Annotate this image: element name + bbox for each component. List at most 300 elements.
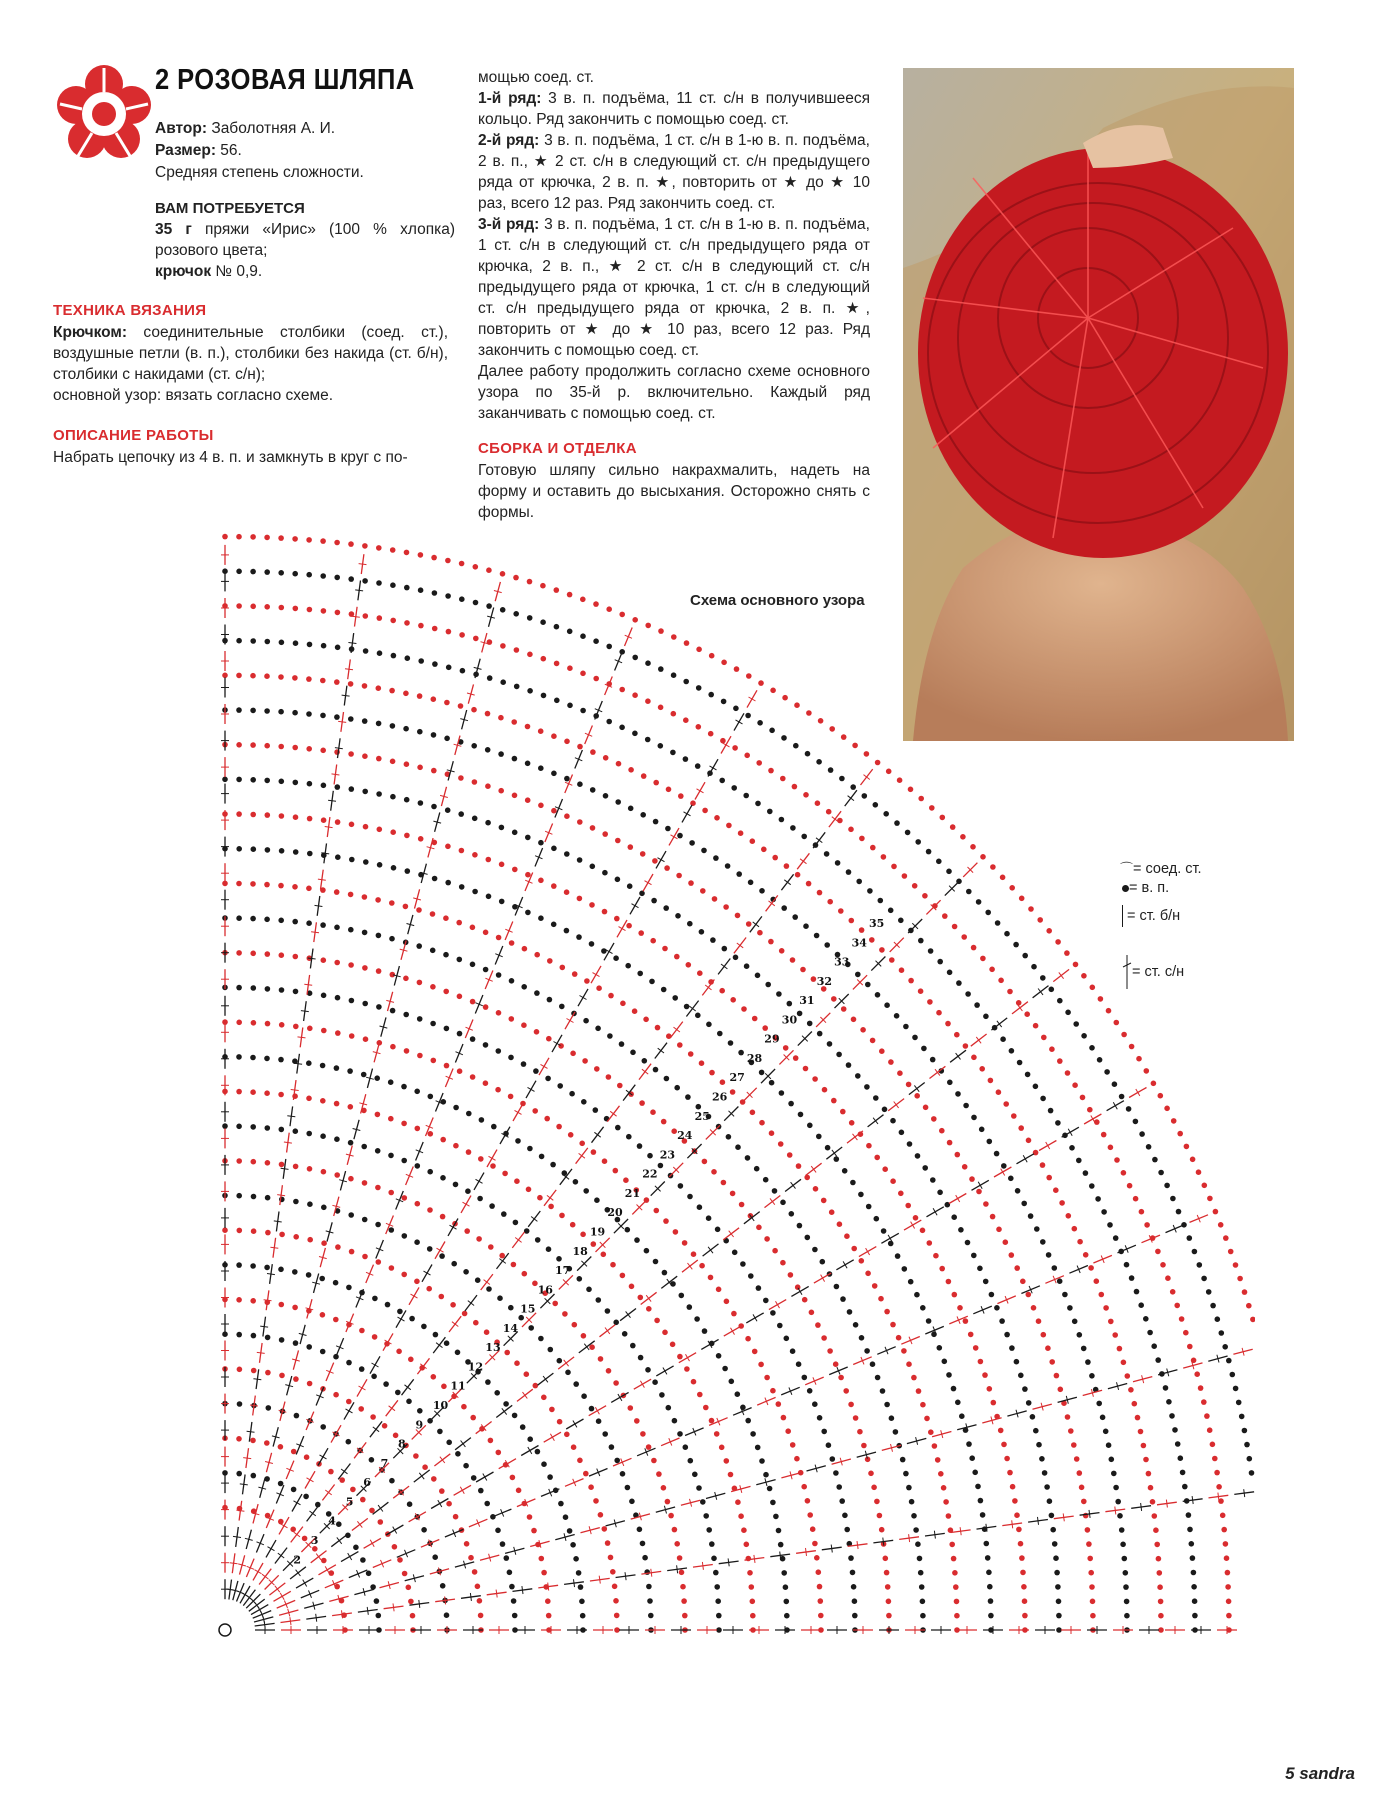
chain-dot xyxy=(250,673,256,679)
chain-dot xyxy=(362,1180,368,1186)
stitch-bar xyxy=(651,1569,652,1577)
stitch-bar xyxy=(367,1607,368,1615)
row-number: 33 xyxy=(834,955,850,969)
chain-dot xyxy=(1066,1213,1072,1219)
chain-dot xyxy=(1216,1484,1222,1490)
chain-dot xyxy=(672,995,678,1001)
stitch-bar xyxy=(335,748,343,749)
chain-dot xyxy=(606,1074,612,1080)
chain-dot xyxy=(1184,1144,1190,1150)
chain-dot xyxy=(265,1370,271,1376)
chain-dot xyxy=(279,779,285,785)
chain-dot xyxy=(674,954,680,960)
chain-dot xyxy=(1083,1170,1089,1176)
chain-dot xyxy=(564,928,570,934)
chain-dot xyxy=(404,761,410,767)
chain-dot xyxy=(1155,1249,1161,1255)
chain-dot xyxy=(1230,1372,1236,1378)
chain-dot xyxy=(465,1188,471,1194)
chain-dot xyxy=(908,787,914,793)
chain-dot xyxy=(350,1487,356,1493)
chain-dot xyxy=(674,1541,680,1547)
chain-dot xyxy=(407,1501,413,1507)
stitch-bar xyxy=(729,1231,734,1237)
chain-dot xyxy=(417,1016,423,1022)
chain-dot xyxy=(485,711,491,717)
chain-dot xyxy=(781,905,787,911)
chain-dot xyxy=(940,815,946,821)
chain-dot xyxy=(520,1101,526,1107)
chain-dot xyxy=(833,1470,839,1476)
chain-dot xyxy=(985,1555,991,1561)
chain-dot xyxy=(348,716,354,722)
chain-dot xyxy=(401,1272,407,1278)
chain-dot xyxy=(390,759,396,765)
chain-dot xyxy=(1158,1613,1164,1619)
chain-dot xyxy=(321,1028,327,1034)
chain-dot xyxy=(1057,998,1063,1004)
chain-dot xyxy=(372,1334,378,1340)
chain-dot xyxy=(307,607,313,613)
chain-dot xyxy=(1015,1188,1021,1194)
chain-dot xyxy=(390,829,396,835)
chain-dot xyxy=(594,1197,600,1203)
chain-dot xyxy=(666,1405,672,1411)
chain-dot xyxy=(1049,987,1055,993)
chain-dot xyxy=(675,913,681,919)
chain-dot xyxy=(918,1570,924,1576)
chain-dot xyxy=(222,534,228,540)
chain-dot xyxy=(307,816,313,822)
chain-dot xyxy=(591,1241,597,1247)
chain-dot xyxy=(1072,1226,1078,1232)
stitch-bar xyxy=(595,1407,599,1414)
legend-dc-text: = ст. с/н xyxy=(1132,963,1185,980)
chain-dot xyxy=(939,1128,945,1134)
chain-dot xyxy=(802,1297,808,1303)
chain-dot xyxy=(908,978,914,984)
chain-dot xyxy=(250,569,256,575)
continue-text: Далее работу продолжить согласно схеме основного узора по 35-й р. включительно. Каждый ряд заканчивать с помощью соед. ст. xyxy=(478,363,870,422)
stitch-bar xyxy=(753,922,759,927)
chain-dot xyxy=(539,1154,545,1160)
stitch-bar xyxy=(997,1021,1002,1027)
chain-dot xyxy=(670,1342,676,1348)
chain-dot xyxy=(996,1227,1002,1233)
chain-dot xyxy=(893,1429,899,1435)
chain-dot xyxy=(1133,1119,1139,1125)
chain-dot xyxy=(602,909,608,915)
chain-dot xyxy=(1218,1222,1224,1228)
chain-dot xyxy=(994,1305,1000,1311)
chain-dot xyxy=(477,1598,483,1604)
chain-dot xyxy=(236,1262,242,1268)
chain-dot xyxy=(1004,1332,1010,1338)
flower-icon xyxy=(52,62,156,166)
chain-dot xyxy=(619,725,625,731)
chain-dot xyxy=(788,1101,794,1107)
chain-dot xyxy=(279,1373,285,1379)
chain-dot xyxy=(486,857,492,863)
chain-dot xyxy=(334,1101,340,1107)
chain-dot xyxy=(712,896,718,902)
chain-dot xyxy=(684,1004,690,1010)
chain-dot xyxy=(534,990,540,996)
chain-dot xyxy=(916,1388,922,1394)
chain-dot xyxy=(1090,985,1096,991)
chain-dot xyxy=(464,1541,470,1547)
chain-dot xyxy=(1009,1345,1015,1351)
chain-dot xyxy=(779,817,785,823)
chain-dot xyxy=(886,1613,892,1619)
center-ring xyxy=(219,1624,231,1636)
chain-dot xyxy=(816,1134,822,1140)
chain-dot xyxy=(782,695,788,701)
chain-dot xyxy=(1057,1278,1063,1284)
chain-dot xyxy=(421,1527,427,1533)
chain-dot xyxy=(361,1072,367,1078)
chain-dot xyxy=(545,1076,551,1082)
chain-dot xyxy=(388,1190,394,1196)
chain-dot xyxy=(472,816,478,822)
stitch-bar xyxy=(873,1118,878,1124)
chain-dot xyxy=(321,817,327,823)
chain-dot xyxy=(348,1104,354,1110)
chain-dot xyxy=(971,945,977,951)
chain-dot xyxy=(1179,1316,1185,1322)
chain-dot xyxy=(745,713,751,719)
chain-dot xyxy=(279,952,285,958)
chain-dot xyxy=(418,587,424,593)
chain-dot xyxy=(886,769,892,775)
chain-dot xyxy=(628,844,634,850)
chain-dot xyxy=(502,1171,508,1177)
chain-dot xyxy=(459,884,465,890)
chain-dot xyxy=(441,1099,447,1105)
chain-dot xyxy=(320,1133,326,1139)
chain-dot xyxy=(593,676,599,682)
chain-dot xyxy=(1028,906,1034,912)
chain-dot xyxy=(569,1091,575,1097)
chain-dot xyxy=(1026,1138,1032,1144)
chain-dot xyxy=(1233,1386,1239,1392)
chain-dot xyxy=(1089,1373,1095,1379)
chain-dot xyxy=(952,1570,958,1576)
chain-dot xyxy=(293,1199,299,1205)
chain-dot xyxy=(362,894,368,900)
stitch-bar xyxy=(573,1421,577,1428)
chain-dot xyxy=(812,1247,818,1253)
chain-dot xyxy=(909,1499,915,1505)
chain-dot xyxy=(432,876,438,882)
chain-dot xyxy=(726,823,732,829)
chain-dot xyxy=(1121,1170,1127,1176)
chain-dot xyxy=(1018,1541,1024,1547)
chain-dot xyxy=(359,1366,365,1372)
stitch-bar xyxy=(320,1455,327,1459)
chain-dot xyxy=(638,1355,644,1361)
chain-dot xyxy=(829,726,835,732)
chain-dot xyxy=(401,1158,407,1164)
chain-dot xyxy=(978,1359,984,1365)
chain-dot xyxy=(453,1514,459,1520)
size-label: Размер: xyxy=(155,142,216,159)
chain-dot xyxy=(392,1544,398,1550)
chain-dot xyxy=(334,960,340,966)
stitch-bar xyxy=(502,1408,507,1414)
chain-dot xyxy=(526,1187,532,1193)
chain-dot xyxy=(550,1162,556,1168)
chain-dot xyxy=(862,793,868,799)
page-title: 2 РОЗОВАЯ ШЛЯПА xyxy=(155,64,415,96)
chain-dot xyxy=(1210,1442,1216,1448)
chain-dot xyxy=(430,1021,436,1027)
chain-dot xyxy=(965,1240,971,1246)
chain-dot xyxy=(1049,1513,1055,1519)
chain-dot xyxy=(1046,1175,1052,1181)
chain-dot xyxy=(756,760,762,766)
chain-dot xyxy=(320,748,326,754)
chain-dot xyxy=(486,603,492,609)
row-number: 22 xyxy=(642,1167,658,1181)
chain-dot xyxy=(265,1195,271,1201)
chain-dot xyxy=(293,1376,299,1382)
technique-hook-text: соединительные столбики (соед. ст.), воздушные петли (в. п.), столбики без накида (ст. б/н), столбики с накидами (ст. с/н); xyxy=(53,324,448,383)
chain-dot xyxy=(605,1540,611,1546)
chain-dot xyxy=(455,1350,461,1356)
stitch-bar xyxy=(515,1110,522,1114)
stitch-bar xyxy=(658,858,665,862)
chain-dot xyxy=(385,1302,391,1308)
stitch-bar xyxy=(684,812,691,816)
stitch-bar xyxy=(689,1006,695,1011)
chain-dot xyxy=(952,924,958,930)
chain-dot xyxy=(752,1349,758,1355)
chain-dot xyxy=(878,1296,884,1302)
chain-dot xyxy=(699,1060,705,1066)
chain-dot xyxy=(307,642,313,648)
chain-dot xyxy=(615,877,621,883)
chain-dot xyxy=(376,685,382,691)
chain-dot xyxy=(293,1024,299,1030)
stitch-bar xyxy=(697,789,704,793)
chain-dot xyxy=(1017,1060,1023,1066)
chain-dot xyxy=(1143,1457,1149,1463)
chain-dot xyxy=(445,880,451,886)
chain-dot xyxy=(371,1374,377,1380)
chain-dot xyxy=(807,1388,813,1394)
chain-dot xyxy=(483,1004,489,1010)
chain-dot xyxy=(836,1484,842,1490)
chain-dot xyxy=(361,1144,367,1150)
row-number: 27 xyxy=(729,1071,745,1085)
chain-dot xyxy=(572,971,578,977)
chain-dot xyxy=(811,976,817,982)
chain-dot xyxy=(816,1569,822,1575)
chain-dot xyxy=(541,693,547,699)
chain-dot xyxy=(414,1279,420,1285)
stitch-bar xyxy=(496,1590,497,1598)
chain-dot xyxy=(777,1323,783,1329)
chain-dot xyxy=(1155,1357,1161,1363)
chain-dot xyxy=(577,1458,583,1464)
assembly-heading: СБОРКА И ОТДЕЛКА xyxy=(478,440,637,457)
chain-dot xyxy=(1009,885,1015,891)
stitch-bar xyxy=(1046,1142,1050,1149)
chain-dot xyxy=(1152,1157,1158,1163)
chain-dot xyxy=(1114,1157,1120,1163)
chain-dot xyxy=(980,1512,986,1518)
chain-dot xyxy=(783,1584,789,1590)
chain-dot xyxy=(1001,1163,1007,1169)
chain-dot xyxy=(721,1180,727,1186)
materials-heading: ВАМ ПОТРЕБУЕТСЯ xyxy=(155,200,305,217)
chain-dot xyxy=(1122,1556,1128,1562)
chain-dot xyxy=(475,1277,481,1283)
chain-dot xyxy=(608,1555,614,1561)
stitch-bar xyxy=(593,973,600,977)
chain-dot xyxy=(744,753,750,759)
stitch-bar xyxy=(275,1586,280,1592)
stitch-bar xyxy=(599,1576,600,1584)
chain-dot xyxy=(1152,1513,1158,1519)
chain-dot xyxy=(954,1032,960,1038)
chain-dot xyxy=(348,1176,354,1182)
chain-dot xyxy=(471,707,477,713)
chain-dot xyxy=(1124,1613,1130,1619)
chain-dot xyxy=(580,1232,586,1238)
chain-dot xyxy=(349,998,355,1004)
chain-dot xyxy=(404,585,410,591)
chain-dot xyxy=(478,1156,484,1162)
chain-dot xyxy=(755,801,761,807)
chain-dot xyxy=(546,1246,552,1252)
chain-dot xyxy=(971,1115,977,1121)
chain-dot xyxy=(236,638,242,644)
stitch-bar xyxy=(315,905,323,906)
chain-dot xyxy=(251,1473,257,1479)
chain-dot xyxy=(290,1527,296,1533)
chain-dot xyxy=(721,660,727,666)
stitch-bar xyxy=(753,1314,757,1321)
chain-dot xyxy=(930,1177,936,1183)
chain-dot xyxy=(764,1375,770,1381)
stitch-bar xyxy=(372,1363,379,1367)
chain-dot xyxy=(546,1613,552,1619)
chain-dot xyxy=(947,970,953,976)
chain-dot xyxy=(538,840,544,846)
chain-dot xyxy=(590,787,596,793)
chain-dot xyxy=(728,1040,734,1046)
chain-dot xyxy=(659,1392,665,1398)
chain-dot xyxy=(320,1063,326,1069)
chain-dot xyxy=(928,948,934,954)
chain-dot xyxy=(512,830,518,836)
chain-dot xyxy=(709,1070,715,1076)
chain-dot xyxy=(655,1025,661,1031)
stitch-bar xyxy=(574,1579,575,1587)
chain-dot xyxy=(427,1169,433,1175)
chain-dot xyxy=(390,1044,396,1050)
chain-dot xyxy=(541,1461,547,1467)
chain-dot xyxy=(784,1599,790,1605)
chain-dot xyxy=(293,1340,299,1346)
chain-dot xyxy=(446,629,452,635)
chain-dot xyxy=(851,1246,857,1252)
chain-dot xyxy=(857,1429,863,1435)
chain-dot xyxy=(509,1584,515,1590)
chain-dot xyxy=(349,857,355,863)
chain-dot xyxy=(573,1179,579,1185)
chain-dot xyxy=(348,927,354,933)
chain-dot xyxy=(554,661,560,667)
chain-dot xyxy=(515,1138,521,1144)
stitch-bar xyxy=(463,1202,470,1206)
chain-dot xyxy=(1003,1101,1009,1107)
chain-dot xyxy=(714,815,720,821)
chain-dot xyxy=(363,648,369,654)
chain-dot xyxy=(402,1233,408,1239)
stitch-bar xyxy=(522,1586,523,1594)
chain-dot xyxy=(717,1031,723,1037)
chain-dot xyxy=(1201,1276,1207,1282)
chain-dot xyxy=(236,881,242,887)
stitch-bar xyxy=(274,1221,282,1222)
chain-dot xyxy=(998,1428,1004,1434)
chain-dot xyxy=(806,881,812,887)
chain-dot xyxy=(593,1498,599,1504)
stitch-bar xyxy=(287,1116,295,1117)
chain-dot xyxy=(792,914,798,920)
chain-dot xyxy=(589,1344,595,1350)
stitch-bar xyxy=(499,1259,505,1264)
chain-dot xyxy=(334,889,340,895)
row-number: 34 xyxy=(851,936,867,950)
chain-dot xyxy=(733,955,739,961)
stitch-bar xyxy=(1192,1496,1193,1504)
chain-dot xyxy=(1148,1485,1154,1491)
chain-dot xyxy=(453,1143,459,1149)
chain-dot xyxy=(750,1110,756,1116)
chain-dot xyxy=(769,1130,775,1136)
chain-dot xyxy=(470,1415,476,1421)
chain-dot xyxy=(595,1026,601,1032)
chain-dot xyxy=(581,1333,587,1339)
chain-dot xyxy=(815,1322,821,1328)
chain-dot xyxy=(1085,1527,1091,1533)
chain-dot xyxy=(222,1123,228,1129)
chain-dot xyxy=(1112,1081,1118,1087)
chain-dot xyxy=(652,858,658,864)
chain-dot xyxy=(521,1061,527,1067)
chain-dot xyxy=(871,1485,877,1491)
chain-dot xyxy=(335,645,341,651)
chain-dot xyxy=(360,1557,366,1563)
chain-dot xyxy=(1119,1527,1125,1533)
chain-dot xyxy=(1226,1358,1232,1364)
chain-dot xyxy=(250,881,256,887)
chain-dot xyxy=(1056,1627,1062,1633)
chain-dot xyxy=(879,1527,885,1533)
chain-dot xyxy=(236,603,242,609)
chain-dot xyxy=(362,965,368,971)
stitch-bar xyxy=(325,827,333,828)
chain-dot xyxy=(961,934,967,940)
chain-dot xyxy=(613,1380,619,1386)
stitch-bar xyxy=(515,1238,521,1243)
chain-dot xyxy=(818,1613,824,1619)
stitch-bar xyxy=(543,1376,548,1382)
